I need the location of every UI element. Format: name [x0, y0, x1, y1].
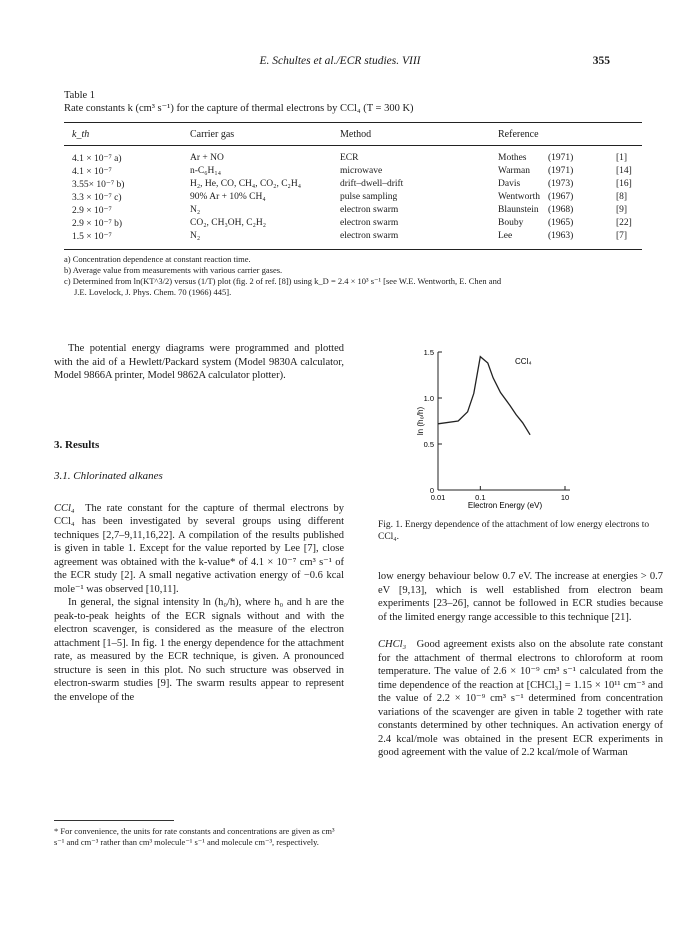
table-cell: N₂: [190, 205, 201, 215]
x-tick-label: 10: [560, 493, 570, 502]
chcl3-lead: CHCl₃: [378, 639, 407, 650]
y-tick-label: 1.5: [423, 348, 434, 357]
table-cell: 1.5 × 10⁻⁷: [72, 232, 112, 242]
table-cell: Mothes: [498, 153, 527, 163]
table-cell: 4.1 × 10⁻⁷ a): [72, 154, 122, 164]
x-axis-label: Electron Energy (eV): [467, 501, 543, 510]
table-header-k: k_th: [72, 129, 90, 140]
table-cell: pulse sampling: [340, 192, 398, 202]
page-number: 355: [592, 55, 610, 67]
table-cell: (1973): [548, 179, 574, 189]
low-energy-paragraph: low energy behaviour below 0.7 eV. The increase at energies > 0.7 eV [9,13], which is well established from electron beam experiments [23–26], cannot be followed in ECR studies because of the limited energy range accessible to this technique [21].: [378, 571, 663, 623]
table-top-rule: [64, 122, 642, 123]
table-bottom-rule: [64, 249, 642, 250]
figure-caption: Fig. 1. Energy dependence of the attachment of low energy electrons to CCl₄.: [378, 520, 650, 542]
table-header-method: Method: [340, 129, 372, 140]
table-cell: Warman: [498, 166, 530, 176]
table-description: Rate constants k (cm³ s⁻¹) for the capture of thermal electrons by CCl₄ (T = 300 K): [64, 103, 414, 114]
footnote: * For convenience, the units for rate constants and concentrations are given as cm³ s⁻¹ and cm⁻³ rather than cm³ molecule⁻¹ s⁻¹ and molecule cm⁻³, respectively.: [54, 826, 335, 847]
table-cell: (1965): [548, 218, 574, 228]
axis-ticks: [424, 348, 570, 502]
y-tick-label: 0: [429, 486, 434, 495]
x-tick-label: 0.01: [430, 493, 446, 502]
table-note: a) Concentration dependence at constant reaction time.: [64, 254, 251, 264]
table-cell: n-C₆H₁₄: [190, 166, 222, 176]
table-cell: 2.9 × 10⁻⁷: [72, 206, 112, 216]
table-cell: electron swarm: [340, 218, 399, 228]
ccl4-text: The rate constant for the capture of thermal electrons by CCl₄ has been investigated by several groups using different techniques [2,7–9,11,16,22]. A compilation of the results published is given in table 1. Except for the value reported by Lee [7], close agreement was obtained with the k-value* of 4.1 × 10⁻⁷ cm³ s⁻¹ of the ECR study [2]. A small negative activation energy of −0.6 kcal mole⁻¹ was observed [10,11].: [54, 502, 344, 595]
subsection-heading: 3.1. Chlorinated alkanes: [54, 470, 163, 482]
table-label: Table 1: [64, 90, 96, 101]
table-cell: microwave: [340, 166, 383, 176]
intro-paragraph: The potential energy diagrams were programmed and plotted with the aid of a Hewlett/Packard system (Model 9830A calculator, Model 9866A printer, Model 9862A calculator plotter).: [54, 343, 344, 381]
table-cell: electron swarm: [340, 205, 399, 215]
table-note: c) Determined from ln(KT^3/2) versus (1/T) plot (fig. 2 of ref. [8]) using k_D = 2.4 × 10³ s⁻¹ [see W.E. Wentworth, E. Chen and: [64, 276, 502, 286]
section-heading: 3. Results: [54, 438, 100, 451]
table-cell: [8]: [616, 192, 628, 202]
ccl4-paragraph: [54, 502, 344, 597]
table-cell: H₂, He, CO, CH₄, CO₂, C₂H₄: [190, 179, 302, 189]
table-cell: (1971): [548, 166, 574, 176]
table-cell: CO₂, CH₃OH, C₂H₂: [190, 218, 267, 228]
ccl4-curve: [438, 357, 530, 435]
ccl4-lead: CCl₄: [54, 502, 75, 514]
table-cell: [7]: [616, 231, 628, 241]
table-cell: (1963): [548, 231, 574, 241]
table-cell: 2.9 × 10⁻⁷ b): [72, 219, 123, 229]
table-cell: Bouby: [498, 218, 524, 228]
table-cell: Blaunstein: [498, 205, 539, 215]
chcl3-text: Good agreement exists also on the absolute rate constant for the attachment of thermal electrons to chloroform at room temperature. The value of 2.6 × 10⁻⁹ cm³ s⁻¹ calculated from the time dependence of the reaction at [CHCl₃] = 1.15 × 10¹¹ cm⁻³ and the value of 2.2 × 10⁻⁹ cm³ s⁻¹ determined from concentration variations of the scavenger are given in table 2 together with rate constants determined by other techniques. An activation energy of 2.4 kcal/mole was obtained in the present ECR experiments in good agreement with the value of 2.2 kcal/mole of Warman: [378, 639, 663, 758]
table-cell: (1967): [548, 192, 574, 202]
left-column: [54, 342, 344, 704]
signal-paragraph: In general, the signal intensity ln (h₀/h), where h₀ and h are the peak-to-peak heights of the ECR signals without and with the electron scavenger, is considered as the measure of the electron attachment [1–5]. In fig. 1 the energy dependence for the attachment rate, as measured by the ECR technique, is given. A pronounced structure is seen in this plot. No such structure was observed in electron-swarm studies [9]. The swarm results appear to represent the envelope of the: [54, 597, 344, 703]
y-tick-label: 1.0: [423, 394, 434, 403]
table-cell: drift–dwell–drift: [340, 179, 404, 189]
chcl3-paragraph: [378, 638, 663, 760]
table-note: J.E. Lovelock, J. Phys. Chem. 70 (1966) 445].: [74, 287, 232, 297]
table-cell: electron swarm: [340, 231, 399, 241]
table-header-reference: Reference: [498, 129, 539, 140]
table-cell: [14]: [616, 166, 632, 176]
table-cell: 90% Ar + 10% CH₄: [190, 192, 266, 202]
table-cell: [1]: [616, 153, 628, 163]
x-tick-label: 0.1: [475, 493, 486, 502]
y-tick-label: 0.5: [423, 440, 434, 449]
footnote-rule: [54, 820, 174, 821]
legend-label: CCl₄: [515, 357, 532, 366]
table-cell: Davis: [498, 179, 521, 189]
right-column: [378, 570, 663, 760]
table-cell: 4.1 × 10⁻⁷: [72, 167, 112, 177]
table-cell: N₂: [190, 231, 201, 241]
table-notes: [64, 254, 654, 298]
table-caption: [64, 89, 414, 115]
table-cell: (1971): [548, 153, 574, 163]
table-cell: [9]: [616, 205, 628, 215]
figure-1-plot: [395, 340, 595, 515]
table-cell: ECR: [340, 153, 359, 163]
table-cell: [16]: [616, 179, 632, 189]
table-cell: (1968): [548, 205, 574, 215]
table-cell: [22]: [616, 218, 632, 228]
table-cell: Lee: [498, 231, 513, 241]
table-cell: Ar + NO: [190, 153, 224, 163]
table-note: b) Average value from measurements with various carrier gases.: [64, 265, 283, 275]
table-cell: 3.55× 10⁻⁷ b): [72, 180, 125, 190]
table-cell: 3.3 × 10⁻⁷ c): [72, 193, 122, 203]
table-header-carrier: Carrier gas: [190, 129, 235, 140]
table-header-rule: [64, 145, 642, 146]
running-title: E. Schultes et al./ECR studies. VIII: [259, 55, 421, 67]
table-cell: Wentworth: [498, 192, 540, 202]
y-axis-label: ln (h₀/h): [416, 406, 425, 436]
